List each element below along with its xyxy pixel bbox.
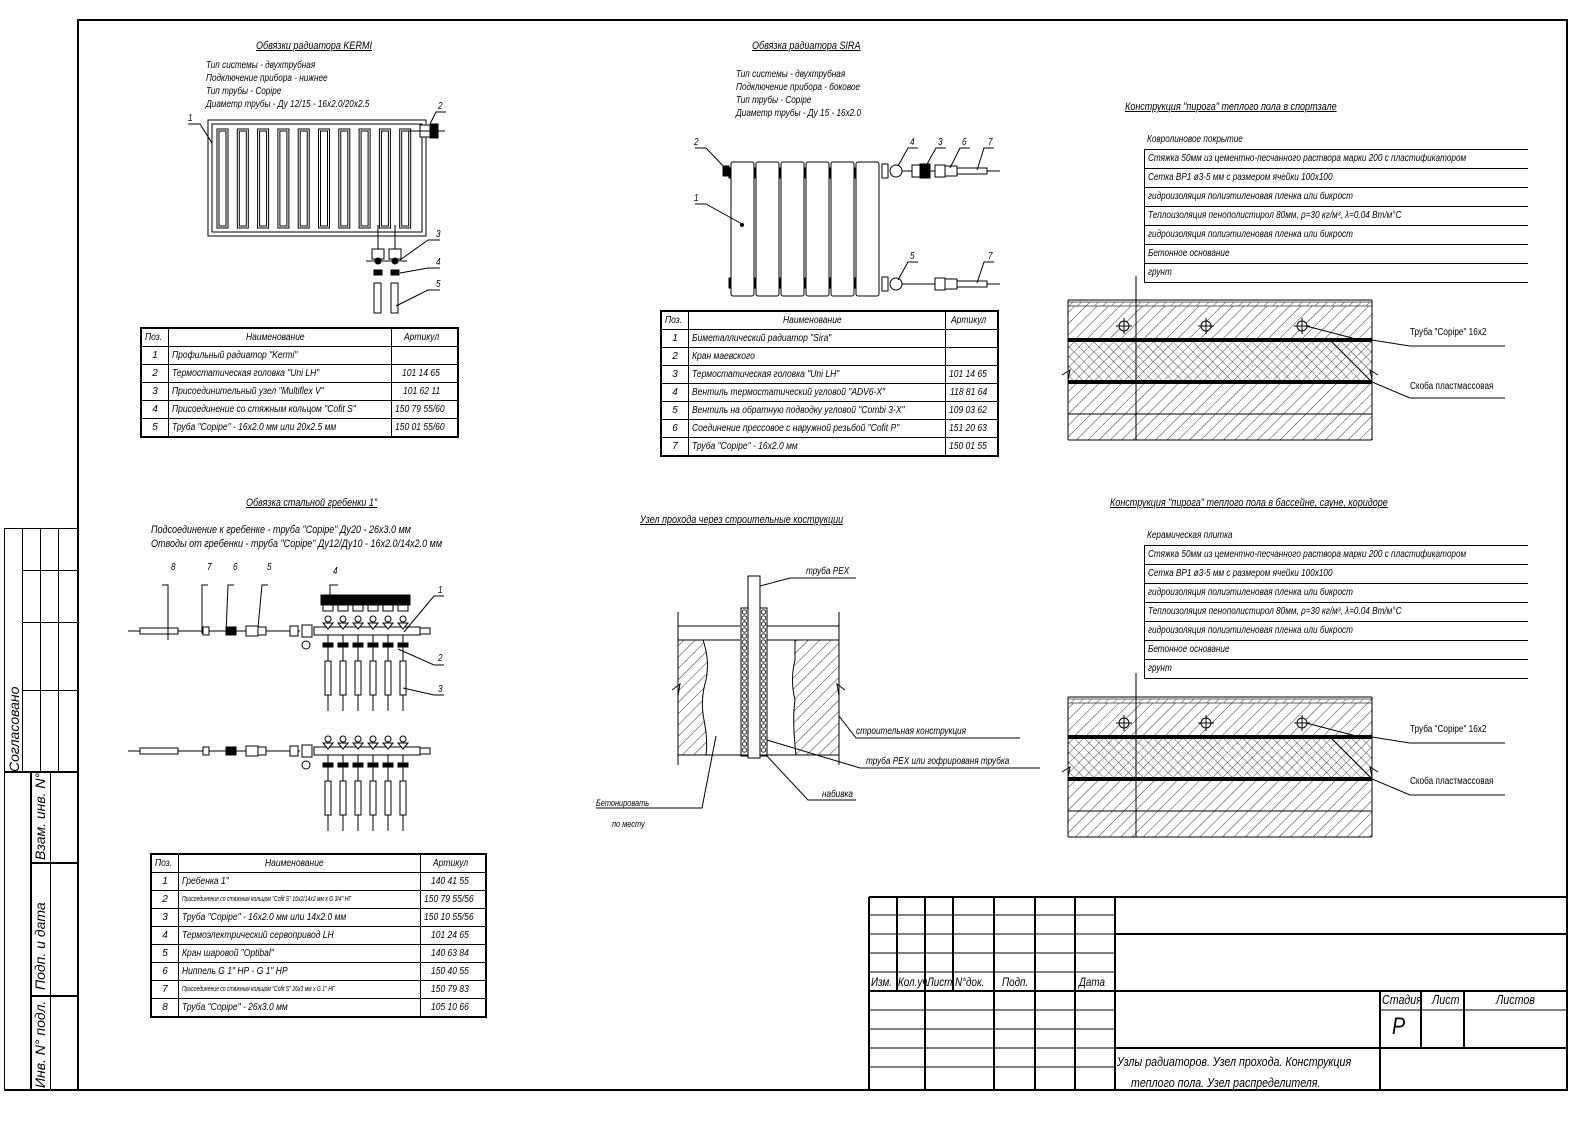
floor2-layers [1144,527,1528,679]
sira-spec-table [660,310,999,457]
replace-inv-label: Взам. инв. N° [32,772,48,860]
floor1-layer: гидроизоляция полиэтиленовая пленка или бикрост [1144,226,1528,245]
sira-callout-4: 4 [910,137,915,148]
table-row: 4 Термоэлектрический сервопривод LH 101 24 65 [151,927,486,945]
sign-date-label: Подп. и дата [32,902,48,990]
sira-callout-5: 5 [910,251,915,262]
passage-title: Узел прохода через строительные кострукции [640,514,844,526]
floor1-layer: Сетка ВР1 ø3-5 мм с размером ячейки 100х100 [1144,169,1528,188]
passage-sleeve-label: труба PEX или гофрированя трубка [866,756,1010,767]
kermi-line-2: Подключение прибора - нижнее [206,73,328,84]
table-row: 5 Труба "Copipe" - 16х2.0 мм или 20х2.5 мм 150 01 55/60 [141,419,458,438]
sira-callout-1: 1 [694,193,699,204]
sira-line-4: Диаметр трубы - Ду 15 - 16х2.0 [736,108,862,119]
stamp-stage-label: Стадия [1382,992,1422,1007]
passage-concrete-label-1: Бетонировать [596,798,650,808]
sira-title: Обвязка радиатора SIRA [752,40,861,52]
table-row: 1 Гребенка 1" 140 41 55 [151,873,486,891]
floor1-layer: Бетонное основание [1144,245,1528,264]
manifold-line-2: Отводы от гребенки - труба "Copipe" Ду12/Ду10 - 16х2.0/14х2.0 мм [151,538,443,550]
stamp-stage-value: Р [1392,1013,1406,1040]
kermi-callout-4: 4 [436,257,441,268]
kermi-line-1: Тип системы - двухтрубная [206,60,316,71]
manifold-line-1: Подсоединение к гребенке - труба "Copipe" Ду20 - 26х3.0 мм [151,524,411,536]
table-row: 3 Присоединительный узел "Multiflex V" 101 62 11 [141,383,458,401]
kermi-line-4: Диаметр трубы - Ду 12/15 - 16х2.0/20х2.5 [206,99,370,110]
floor1-layer: Стяжка 50мм из цементно-песчанного раствора марки 200 с пластификатором [1144,150,1528,169]
table-row: 7 Труба "Copipe" - 16х2.0 мм 150 01 55 [661,438,998,457]
floor2-layer: Стяжка 50мм из цементно-песчанного раствора марки 200 с пластификатором [1144,546,1528,565]
stamp-header-izm: Изм. [871,975,892,989]
manifold-callout-5: 5 [267,562,272,573]
kermi-callout-3: 3 [436,229,441,240]
stamp-header-list: Лист [927,975,953,989]
table-row: 7 Присоединение со стяжным кольцом "Cofit S" 26х3 мм х G 1" НГ 150 79 83 [151,981,486,999]
floor2-layer: Теплоизоляция пенополистирол 80мм, ρ=30 кг/м³, λ=0.04 Вт/м°С [1144,603,1528,622]
stamp-header-sign: Подп. [1002,975,1029,989]
manifold-callout-4: 4 [333,566,338,577]
manifold-callout-6: 6 [233,562,238,573]
floor1-layers [1144,131,1528,283]
table-row: 3 Труба "Copipe" - 16х2.0 мм или 14х2.0 мм 150 10 55/56 [151,909,486,927]
manifold-callout-7: 7 [207,562,212,573]
frame-top [78,19,1568,21]
sira-line-3: Тип трубы - Copipe [736,95,812,106]
table-row: 4 Присоединение со стяжным кольцом "Cofit S" 150 79 55/60 [141,401,458,419]
sira-callout-3: 3 [938,137,943,148]
frame-left [77,19,79,1091]
passage-concrete-label-2: по месту [612,819,645,829]
sira-callout-7b: 7 [988,251,993,262]
sira-line-2: Подключение прибора - боковое [736,82,861,93]
floor2-layer: Сетка ВР1 ø3-5 мм с размером ячейки 100х100 [1144,565,1528,584]
table-row: 5 Вентиль на обратную подводку угловой "Combi 3-X" 109 03 62 [661,402,998,420]
table-row: 6 Соединение прессовое с наружной резьбой "Cofit P" 151 20 63 [661,420,998,438]
stamp-header-kol: Кол.уч. [898,975,931,989]
manifold-callout-1: 1 [438,585,443,596]
floor1-clip-label: Скоба пластмассовая [1410,381,1494,392]
table-row: 3 Термостатическая головка "Uni LH" 101 14 65 [661,366,998,384]
table-row: 6 Ниппель G 1" НР - G 1" НР 150 40 55 [151,963,486,981]
kermi-callout-2: 2 [438,101,443,112]
stamp-sheet-label: Лист [1432,992,1460,1007]
floor1-layer: Ковролиновое покрытие [1144,131,1528,150]
frame-right [1566,19,1568,1091]
kermi-line-3: Тип трубы - Copipe [206,86,282,97]
inv-orig-label: Инв. N° подл. [32,1000,48,1088]
sira-callout-7a: 7 [988,137,993,148]
stamp-header-date: Дата [1079,975,1105,989]
floor2-layer: гидроизоляция полиэтиленовая пленка или бикрост [1144,584,1528,603]
table-row: 2 Присоединение со стяжным кольцом "Cofit S" 16х2/14х2 мм х G 3/4" НГ 150 79 55/56 [151,891,486,909]
sira-callout-6: 6 [962,137,967,148]
manifold-spec-table [150,853,487,1018]
table-header-row: Поз. Наименование Артикул [151,854,486,873]
manifold-callout-8: 8 [171,562,176,573]
floor1-layer: Теплоизоляция пенополистирол 80мм, ρ=30 кг/м³, λ=0.04 Вт/м°С [1144,207,1528,226]
manifold-callout-2: 2 [438,653,443,664]
floor2-title: Конструкция "пирога" теплого пола в бассейне, сауне, коридоре [1110,497,1388,509]
table-row: 2 Термостатическая головка "Uni LH" 101 14 65 [141,365,458,383]
kermi-callout-5: 5 [436,279,441,290]
floor2-layer: Бетонное основание [1144,641,1528,660]
table-row: 1 Профильный радиатор "Kermi" [141,347,458,365]
sira-line-1: Тип системы - двухтрубная [736,69,846,80]
kermi-callout-1: 1 [188,113,193,124]
floor2-layer: Керамическая плитка [1144,527,1528,546]
floor1-pipe-label: Труба "Copipe" 16х2 [1410,327,1487,338]
stamp-title-line-2: теплого пола. Узел распределителя. [1131,1075,1321,1090]
floor1-layer: гидроизоляция полиэтиленовая пленка или бикрост [1144,188,1528,207]
passage-pex-label: труба PEX [806,566,850,577]
manifold-title: Обвязка стальной гребенки 1" [246,497,378,509]
kermi-title: Обвязки радиатора KERMI [256,40,372,52]
stamp-sheets-label: Листов [1496,992,1535,1007]
floor1-layer: грунт [1144,264,1528,283]
table-row: 8 Труба "Copipe" - 26х3.0 мм 105 10 66 [151,999,486,1018]
floor1-title: Конструкция "пирога" теплого пола в спортзале [1125,101,1337,113]
stamp-title-line-1: Узлы радиаторов. Узел прохода. Конструкция [1117,1054,1352,1069]
floor2-clip-label: Скоба пластмассовая [1410,776,1494,787]
table-row: 4 Вентиль термостатический угловой "ADV6-X" 118 81 64 [661,384,998,402]
table-row: 1 Биметаллический радиатор "Sira" [661,330,998,348]
floor2-pipe-label: Труба "Copipe" 16х2 [1410,724,1487,735]
manifold-callout-3: 3 [438,684,443,695]
table-row: 2 Кран маевского [661,348,998,366]
table-row: 5 Кран шаровой "Optibal" 140 63 84 [151,945,486,963]
agreed-label: Согласовано [6,686,22,772]
kermi-spec-table [140,327,459,438]
passage-construction-label: строительная конструкция [856,726,966,737]
table-header-row: Поз. Наименование Артикул [661,311,998,330]
sira-callout-2: 2 [694,137,699,148]
frame-bottom [4,1089,1568,1091]
floor2-layer: грунт [1144,660,1528,679]
stamp-header-doc: N°док. [955,975,985,989]
table-header-row: Поз. Наименование Артикул [141,328,458,347]
passage-packing-label: набивка [822,789,853,800]
floor2-layer: гидроизоляция полиэтиленовая пленка или бикрост [1144,622,1528,641]
